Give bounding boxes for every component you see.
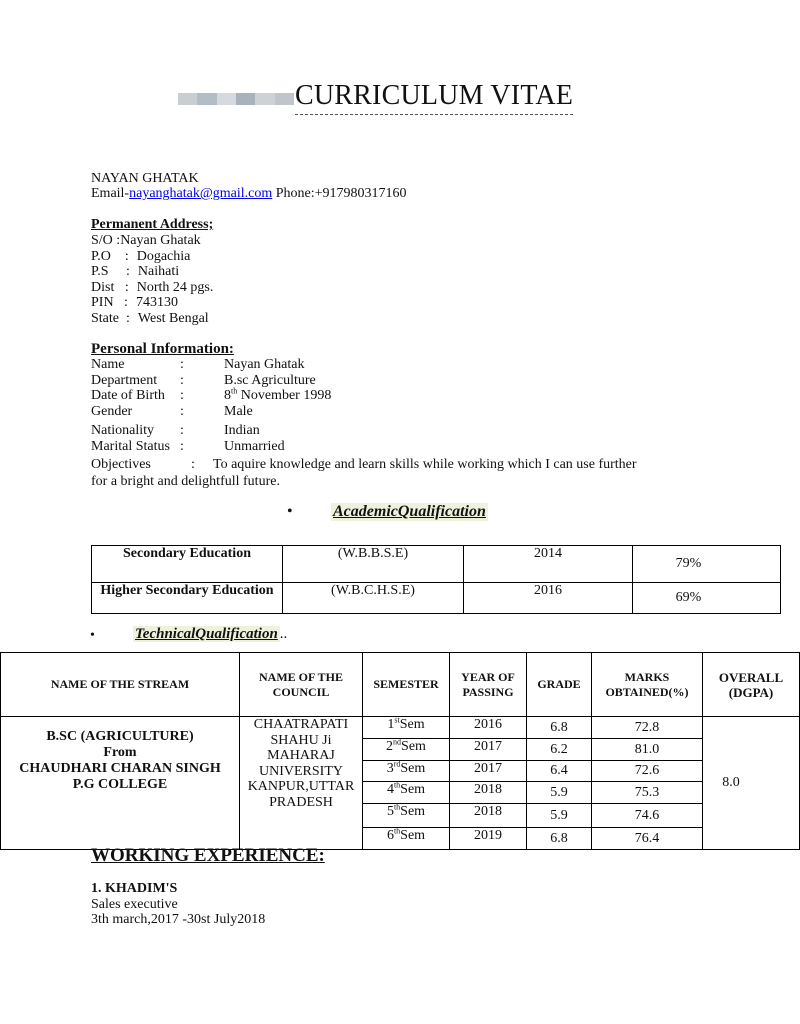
council-line: SHAHU Ji <box>270 732 332 748</box>
semester-number: 2 <box>386 739 394 754</box>
technical-qualification-heading-row <box>133 626 287 643</box>
table-cell-score: 79% <box>633 546 781 583</box>
objectives-sep: : <box>191 457 195 472</box>
semester-cell <box>363 717 450 739</box>
company-name: 1. KHADIM'S <box>91 881 178 896</box>
table-row <box>92 583 781 614</box>
address-key: P.S : <box>91 264 130 279</box>
personal-info-key: Department <box>91 373 158 388</box>
personal-info-sep: : <box>180 423 184 438</box>
column-header-marks: MARKS OBTAINED(%) <box>592 653 703 717</box>
table-cell-level: Secondary Education <box>92 546 283 583</box>
semester-cell <box>363 828 450 850</box>
objectives-row <box>91 457 637 473</box>
table-row <box>1 717 800 739</box>
grade-cell: 5.9 <box>527 804 592 828</box>
semester-ordinal: th <box>393 826 401 836</box>
objectives-text-continued: for a bright and delightfull future. <box>91 474 280 489</box>
address-key: Dist : <box>91 279 129 295</box>
objectives-text: To aquire knowledge and learn skills while working which I can use further <box>213 457 637 472</box>
address-value: Dogachia <box>136 248 191 264</box>
academic-qualification-heading: AcademicQualification <box>333 503 486 520</box>
personal-info-key: Date of Birth <box>91 388 165 403</box>
phone-text: Phone:+917980317160 <box>275 186 407 201</box>
personal-info-sep: : <box>180 388 184 403</box>
table-cell-board: (W.B.C.H.S.E) <box>283 583 464 614</box>
address-value: North 24 pgs. <box>136 279 214 295</box>
address-line <box>91 280 213 296</box>
personal-info-sep: : <box>180 373 184 388</box>
council-cell <box>240 717 363 850</box>
semester-label: Sem <box>400 828 426 843</box>
header-decorative-image <box>178 93 294 105</box>
address-key: PIN : <box>91 295 128 310</box>
personal-info-row <box>91 423 260 439</box>
table-header-row <box>1 653 800 717</box>
semester-label: Sem <box>400 804 426 819</box>
grade-cell: 5.9 <box>527 782 592 804</box>
council-line: UNIVERSITY <box>259 763 343 779</box>
objectives-label: Objectives <box>91 457 151 472</box>
stream-line: From <box>103 745 137 760</box>
address-line <box>91 295 178 311</box>
table-cell-year: 2014 <box>464 546 633 583</box>
semester-ordinal: rd <box>393 759 401 769</box>
personal-info-value: 8 <box>224 388 231 403</box>
personal-info-row <box>91 439 285 455</box>
column-header-council: NAME OF THE COUNCIL <box>240 653 363 717</box>
overall-label: OVERALL <box>718 669 784 685</box>
address-key: P.O : <box>91 248 129 264</box>
grade-cell: 6.8 <box>527 717 592 739</box>
semester-cell <box>363 804 450 828</box>
marks-cell: 74.6 <box>592 804 703 828</box>
personal-info-value-rest: November 1998 <box>237 388 332 403</box>
marks-cell: 81.0 <box>592 739 703 761</box>
year-cell: 2016 <box>450 717 527 739</box>
column-header-overall <box>703 653 800 717</box>
personal-info-heading: Personal Information: <box>91 341 234 357</box>
heading-suffix: .. <box>279 626 288 642</box>
semester-ordinal: th <box>393 780 401 790</box>
stream-line: P.G COLLEGE <box>72 777 168 792</box>
address-line <box>91 311 209 327</box>
personal-info-row <box>91 388 331 404</box>
year-cell: 2019 <box>450 828 527 850</box>
academic-table <box>91 545 781 614</box>
semester-number: 6 <box>386 828 394 843</box>
email-prefix: Email- <box>91 186 130 201</box>
personal-info-key: Nationality <box>91 423 154 438</box>
dgpa-label: (DGPA) <box>728 684 774 700</box>
address-line <box>91 249 190 265</box>
marks-cell: 75.3 <box>592 782 703 804</box>
address-value: Naihati <box>137 264 180 279</box>
column-header-semester: SEMESTER <box>363 653 450 717</box>
semester-cell <box>363 782 450 804</box>
stream-line: B.SC (AGRICULTURE) <box>46 729 194 744</box>
page-title: CURRICULUM VITAE <box>295 78 573 115</box>
marks-cell: 72.6 <box>592 761 703 782</box>
column-header-grade: GRADE <box>527 653 592 717</box>
personal-info-sep: : <box>180 357 184 372</box>
personal-info-value: Male <box>224 404 253 419</box>
personal-info-sep: : <box>180 439 184 454</box>
grade-cell: 6.4 <box>527 761 592 782</box>
table-cell-score: 69% <box>633 583 781 614</box>
grade-cell: 6.8 <box>527 828 592 850</box>
year-cell: 2018 <box>450 782 527 804</box>
address-line <box>91 264 179 280</box>
working-experience-heading: WORKING EXPERIENCE: <box>91 845 325 866</box>
table-cell-year: 2016 <box>464 583 633 614</box>
personal-info-row <box>91 373 316 389</box>
semester-cell <box>363 761 450 782</box>
candidate-name: NAYAN GHATAK <box>91 171 199 186</box>
council-line: PRADESH <box>269 794 333 810</box>
council-line: MAHARAJ <box>267 748 335 763</box>
address-value: 743130 <box>135 295 178 310</box>
semester-ordinal: nd <box>393 737 402 747</box>
address-line <box>91 233 201 249</box>
contact-line <box>91 186 407 202</box>
stream-cell <box>1 717 240 850</box>
overall-dgpa-cell: 8.0 <box>703 717 800 850</box>
semester-number: 3 <box>386 761 394 776</box>
table-row <box>92 546 781 583</box>
year-cell: 2018 <box>450 804 527 828</box>
personal-info-key: Marital Status <box>91 439 170 454</box>
address-value: Nayan Ghatak <box>120 233 201 248</box>
personal-info-sep: : <box>180 404 184 419</box>
semester-ordinal: th <box>393 802 401 812</box>
personal-info-value: Unmarried <box>224 439 285 454</box>
bullet-icon: • <box>287 503 293 520</box>
personal-info-key: Gender <box>91 404 133 419</box>
personal-info-value: Indian <box>224 423 260 438</box>
council-line: KANPUR,UTTAR <box>247 779 355 794</box>
semester-number: 4 <box>386 782 394 797</box>
job-role: Sales executive <box>91 897 178 912</box>
personal-info-row <box>91 404 253 420</box>
semester-number: 5 <box>386 804 394 819</box>
column-header-stream: NAME OF THE STREAM <box>1 653 240 717</box>
semester-label: Sem <box>400 761 426 776</box>
personal-info-sup: th <box>231 386 238 396</box>
semester-cell <box>363 739 450 761</box>
year-cell: 2017 <box>450 739 527 761</box>
council-line: CHAATRAPATI <box>253 717 349 732</box>
technical-qualification-heading: TechnicalQualification <box>135 626 278 642</box>
year-cell: 2017 <box>450 761 527 782</box>
personal-info-key: Name <box>91 357 125 372</box>
email-link[interactable]: nayanghatak@gmail.com <box>129 186 273 201</box>
job-period: 3th march,2017 -30st July2018 <box>91 912 266 927</box>
marks-cell: 76.4 <box>592 828 703 850</box>
semester-number: 1 <box>387 717 395 732</box>
semester-label: Sem <box>401 739 426 754</box>
table-cell-board: (W.B.B.S.E) <box>283 546 464 583</box>
personal-info-value: B.sc Agriculture <box>224 373 316 388</box>
bullet-icon: • <box>90 628 95 643</box>
table-cell-level: Higher Secondary Education <box>92 583 283 614</box>
column-header-year: YEAR OF PASSING <box>450 653 527 717</box>
marks-cell: 72.8 <box>592 717 703 739</box>
semester-label: Sem <box>400 782 426 797</box>
address-key: State : <box>91 310 130 326</box>
permanent-address-heading: Permanent Address; <box>91 217 214 232</box>
personal-info-row <box>91 357 304 373</box>
grade-cell: 6.2 <box>527 739 592 761</box>
personal-info-value: Nayan Ghatak <box>224 357 305 372</box>
address-value: West Bengal <box>137 310 209 326</box>
semester-ordinal: st <box>394 715 400 725</box>
semester-label: Sem <box>399 717 425 732</box>
stream-line: CHAUDHARI CHARAN SINGH <box>19 761 221 776</box>
address-key: S/O : <box>91 233 121 248</box>
technical-table <box>0 652 800 850</box>
